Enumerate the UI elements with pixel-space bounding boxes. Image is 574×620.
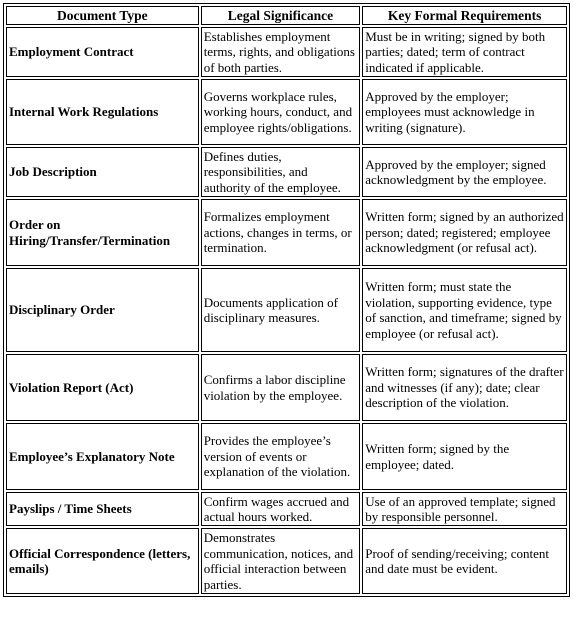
document-type-cell: Internal Work Regulations bbox=[6, 79, 199, 145]
legal-significance-cell: Confirms a labor discipline violation by the employee. bbox=[201, 354, 361, 421]
legal-documents-table bbox=[3, 3, 570, 597]
formal-requirements-cell: Written form; signed by the employee; dated. bbox=[362, 423, 567, 490]
document-type-cell: Violation Report (Act) bbox=[6, 354, 199, 421]
table-row bbox=[6, 79, 567, 145]
document-type-cell: Disciplinary Order bbox=[6, 268, 199, 352]
formal-requirements-cell: Approved by the employer; signed acknowledgment by the employee. bbox=[362, 147, 567, 197]
legal-significance-cell: Confirm wages accrued and actual hours worked. bbox=[201, 492, 361, 526]
table-row bbox=[6, 492, 567, 526]
document-type-cell: Payslips / Time Sheets bbox=[6, 492, 199, 526]
document-type-cell: Job Description bbox=[6, 147, 199, 197]
document-type-cell: Employment Contract bbox=[6, 27, 199, 77]
legal-significance-cell: Provides the employee’s version of events or explanation of the violation. bbox=[201, 423, 361, 490]
formal-requirements-cell: Use of an approved template; signed by responsible personnel. bbox=[362, 492, 567, 526]
header-key-formal-requirements: Key Formal Requirements bbox=[362, 6, 567, 25]
formal-requirements-cell: Approved by the employer; employees must acknowledge in writing (signature). bbox=[362, 79, 567, 145]
formal-requirements-cell: Must be in writing; signed by both parties; dated; term of contract indicated if applicable. bbox=[362, 27, 567, 77]
document-type-cell: Order on Hiring/Transfer/Termination bbox=[6, 199, 199, 266]
table-row bbox=[6, 268, 567, 352]
formal-requirements-cell: Written form; must state the violation, supporting evidence, type of sanction, and timeframe; signed by employee (or refusal act). bbox=[362, 268, 567, 352]
legal-significance-cell: Documents application of disciplinary measures. bbox=[201, 268, 361, 352]
document-type-cell: Official Correspondence (letters, emails) bbox=[6, 528, 199, 594]
formal-requirements-cell: Proof of sending/receiving; content and date must be evident. bbox=[362, 528, 567, 594]
header-document-type: Document Type bbox=[6, 6, 199, 25]
formal-requirements-cell: Written form; signatures of the drafter and witnesses (if any); date; clear description of the violation. bbox=[362, 354, 567, 421]
table-row bbox=[6, 147, 567, 197]
legal-significance-cell: Formalizes employment actions, changes in terms, or termination. bbox=[201, 199, 361, 266]
document-type-cell: Employee’s Explanatory Note bbox=[6, 423, 199, 490]
table-row bbox=[6, 423, 567, 490]
table-header-row bbox=[6, 6, 567, 25]
header-legal-significance: Legal Significance bbox=[201, 6, 361, 25]
legal-significance-cell: Establishes employment terms, rights, and obligations of both parties. bbox=[201, 27, 361, 77]
table-row bbox=[6, 199, 567, 266]
table-row bbox=[6, 27, 567, 77]
table-row bbox=[6, 528, 567, 594]
legal-significance-cell: Defines duties, responsibilities, and authority of the employee. bbox=[201, 147, 361, 197]
legal-significance-cell: Demonstrates communication, notices, and official interaction between parties. bbox=[201, 528, 361, 594]
formal-requirements-cell: Written form; signed by an authorized person; dated; registered; employee acknowledgment (or refusal act). bbox=[362, 199, 567, 266]
table-row bbox=[6, 354, 567, 421]
legal-significance-cell: Governs workplace rules, working hours, conduct, and employee rights/obligations. bbox=[201, 79, 361, 145]
